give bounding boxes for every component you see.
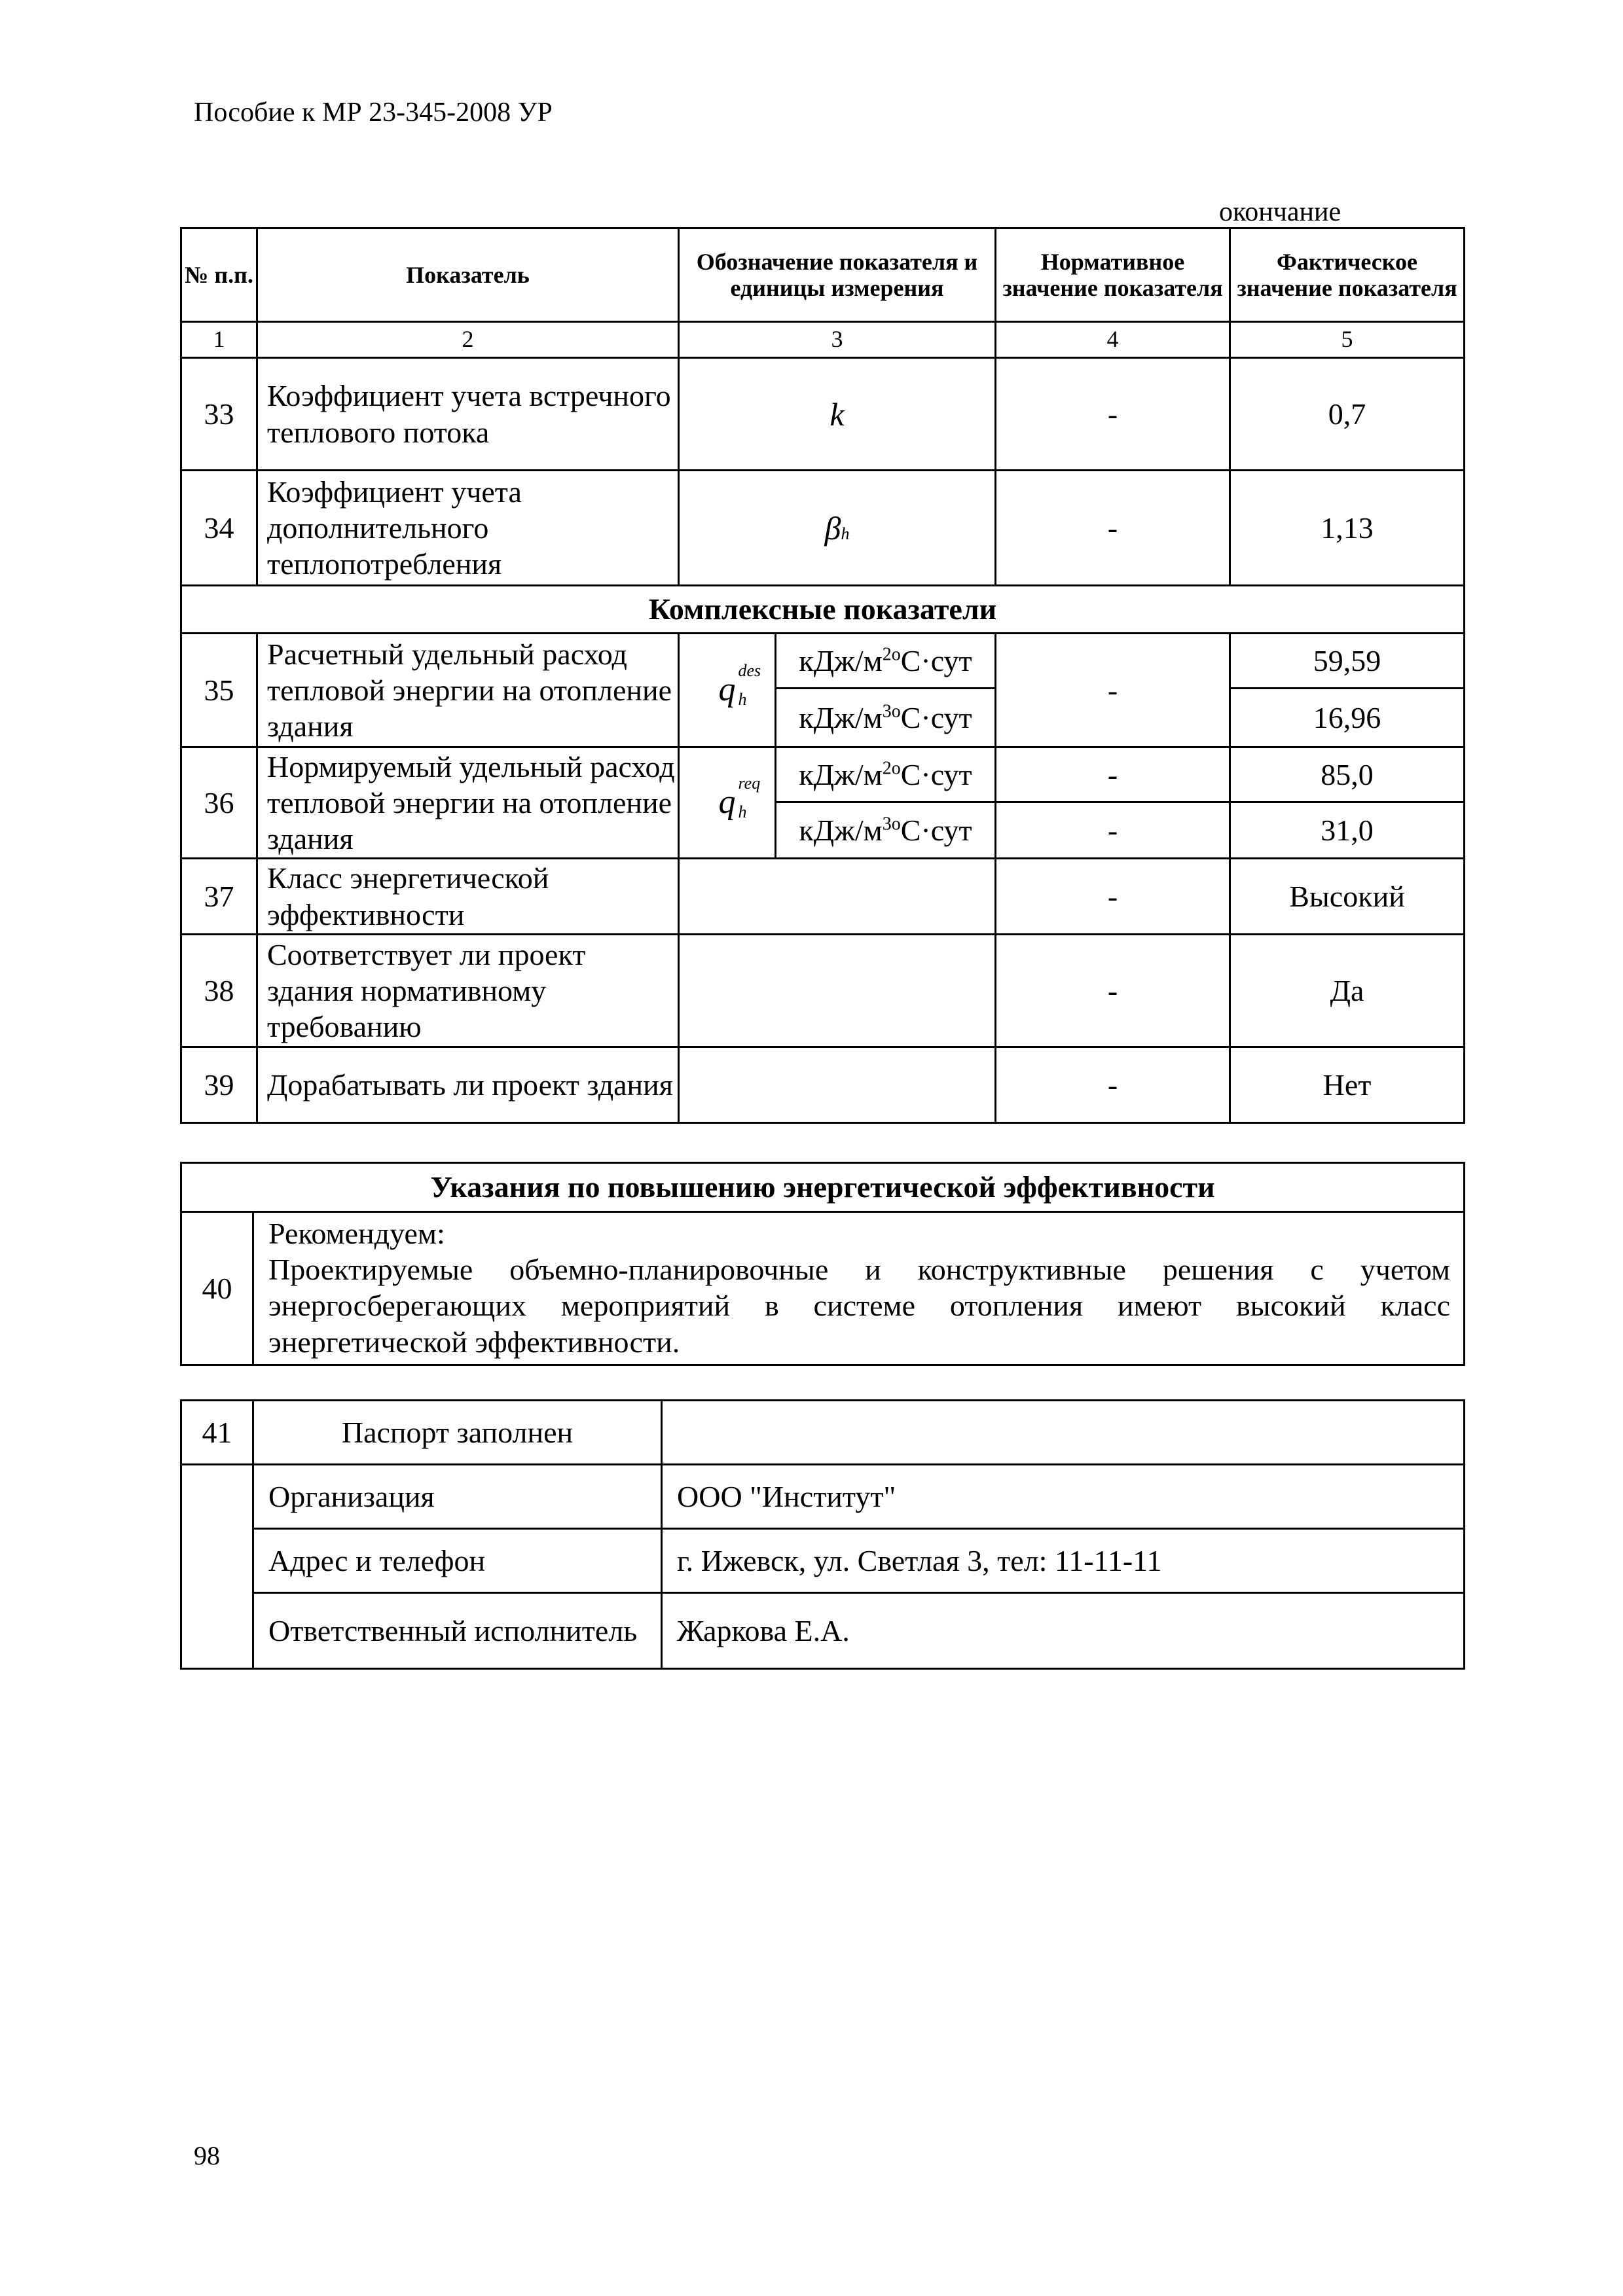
colnum-1: 1 — [181, 322, 257, 358]
page-number: 98 — [194, 2141, 220, 2170]
advice-header-row — [181, 1163, 1465, 1212]
header-normative: Нормативное значение показателя — [996, 228, 1230, 322]
row-actual: 31,0 — [1230, 802, 1465, 859]
row-normative: - — [996, 802, 1230, 859]
colnum-5: 5 — [1230, 322, 1465, 358]
symbol-main: q — [718, 783, 736, 821]
table-row — [181, 471, 1465, 586]
org-label: Организация — [253, 1465, 662, 1529]
row-num: 34 — [181, 471, 257, 586]
passport-row — [181, 1465, 1465, 1529]
responsible-label: Ответственный исполнитель — [253, 1593, 662, 1669]
symbol-q — [718, 661, 761, 710]
symbol-superscript: des — [738, 661, 761, 681]
advice-body — [253, 1212, 1465, 1365]
row-actual: Нет — [1230, 1047, 1465, 1123]
row-symbol-empty — [679, 859, 996, 935]
passport-row — [181, 1529, 1465, 1593]
row-num: 36 — [181, 747, 257, 859]
header-num: № п.п. — [181, 228, 257, 322]
row-actual: 0,7 — [1230, 358, 1465, 471]
unit-text: кДж/м — [799, 700, 883, 734]
section-title: Комплексные показатели — [181, 586, 1465, 634]
symbol-subscript: h — [738, 690, 747, 709]
advice-row — [181, 1212, 1465, 1365]
table-row — [181, 859, 1465, 935]
row-num: 37 — [181, 859, 257, 935]
unit-text: С·сут — [900, 700, 972, 734]
unit-text: кДж/м — [799, 757, 883, 791]
row-indicator: Коэффициент учета встречного теплового потока — [257, 358, 679, 471]
passport-filled-label: Паспорт заполнен — [253, 1401, 662, 1465]
colnum-2: 2 — [257, 322, 679, 358]
table-row — [181, 358, 1465, 471]
row-symbol — [679, 634, 776, 747]
indicators-table — [180, 227, 1465, 1124]
table-row — [181, 634, 1465, 689]
unit-text: кДж/м — [799, 643, 883, 677]
section-row — [181, 586, 1465, 634]
unit-text: С·сут — [900, 643, 972, 677]
row-actual: 16,96 — [1230, 689, 1465, 747]
unit-exponent: 2о — [882, 758, 901, 779]
advice-text: Проектируемые объемно-планировочные и конструктивные решения с учетом энергосберегающих мероприятий в системе отопления имеют высокий класс энергетической эффективности. — [268, 1253, 1450, 1359]
row-normative: - — [996, 358, 1230, 471]
table-header-row — [181, 228, 1465, 322]
advice-num: 40 — [181, 1212, 253, 1365]
row-actual: 59,59 — [1230, 634, 1465, 689]
row-actual: Высокий — [1230, 859, 1465, 935]
row-indicator: Дорабатывать ли проект здания — [257, 1047, 679, 1123]
table-row — [181, 1047, 1465, 1123]
unit-text: кДж/м — [799, 813, 883, 847]
row-symbol-empty — [679, 1047, 996, 1123]
unit-cell — [776, 634, 996, 689]
row-indicator: Соответствует ли проект здания нормативному требованию — [257, 935, 679, 1047]
passport-num: 41 — [181, 1401, 253, 1465]
unit-exponent: 2о — [882, 644, 901, 665]
advice-table — [180, 1162, 1465, 1366]
row-symbol — [679, 471, 996, 586]
org-value: ООО "Институт" — [662, 1465, 1465, 1529]
row-num: 33 — [181, 358, 257, 471]
row-normative: - — [996, 1047, 1230, 1123]
row-normative: - — [996, 859, 1230, 935]
page-header: Пособие к МР 23-345-2008 УР — [194, 98, 553, 128]
row-actual: 85,0 — [1230, 747, 1465, 802]
row-symbol: k — [679, 358, 996, 471]
row-actual: Да — [1230, 935, 1465, 1047]
row-normative: - — [996, 634, 1230, 747]
colnum-4: 4 — [996, 322, 1230, 358]
row-num: 38 — [181, 935, 257, 1047]
row-indicator: Коэффициент учета дополнительного теплопотребления — [257, 471, 679, 586]
row-num: 39 — [181, 1047, 257, 1123]
passport-table — [180, 1399, 1465, 1670]
passport-row — [181, 1593, 1465, 1669]
header-indicator: Показатель — [257, 228, 679, 322]
symbol-q — [718, 774, 761, 823]
unit-text: С·сут — [900, 813, 972, 847]
unit-cell — [776, 802, 996, 859]
unit-exponent: 3о — [882, 701, 901, 722]
header-designation: Обозначение показателя и единицы измерения — [679, 228, 996, 322]
unit-cell — [776, 747, 996, 802]
row-symbol — [679, 747, 776, 859]
address-label: Адрес и телефон — [253, 1529, 662, 1593]
row-normative: - — [996, 747, 1230, 802]
unit-cell — [776, 689, 996, 747]
passport-filled-value — [662, 1401, 1465, 1465]
header-actual: Фактическое значение показателя — [1230, 228, 1465, 322]
colnum-3: 3 — [679, 322, 996, 358]
unit-exponent: 3о — [882, 814, 901, 834]
advice-title: Указания по повышению энергетической эффективности — [181, 1163, 1465, 1212]
row-symbol-empty — [679, 935, 996, 1047]
passport-num-empty — [181, 1465, 253, 1669]
table-row — [181, 935, 1465, 1047]
passport-row — [181, 1401, 1465, 1465]
row-normative: - — [996, 471, 1230, 586]
row-indicator: Нормируемый удельный расход тепловой энергии на отопление здания — [257, 747, 679, 859]
symbol-superscript: req — [738, 774, 761, 793]
table-row — [181, 747, 1465, 802]
address-value: г. Ижевск, ул. Светлая 3, тел: 11-11-11 — [662, 1529, 1465, 1593]
unit-text: С·сут — [900, 757, 972, 791]
column-numbers-row — [181, 322, 1465, 358]
symbol-subscript: h — [841, 524, 850, 543]
symbol-main: q — [718, 671, 736, 709]
row-indicator: Класс энергетической эффективности — [257, 859, 679, 935]
symbol-subscript: h — [738, 802, 747, 822]
responsible-value: Жаркова Е.А. — [662, 1593, 1465, 1669]
row-actual: 1,13 — [1230, 471, 1465, 586]
row-indicator: Расчетный удельный расход тепловой энергии на отопление здания — [257, 634, 679, 747]
row-normative: - — [996, 935, 1230, 1047]
symbol-main: β — [824, 509, 841, 547]
advice-lead: Рекомендуем: — [268, 1217, 445, 1250]
table-caption: окончание — [1219, 197, 1341, 227]
row-num: 35 — [181, 634, 257, 747]
